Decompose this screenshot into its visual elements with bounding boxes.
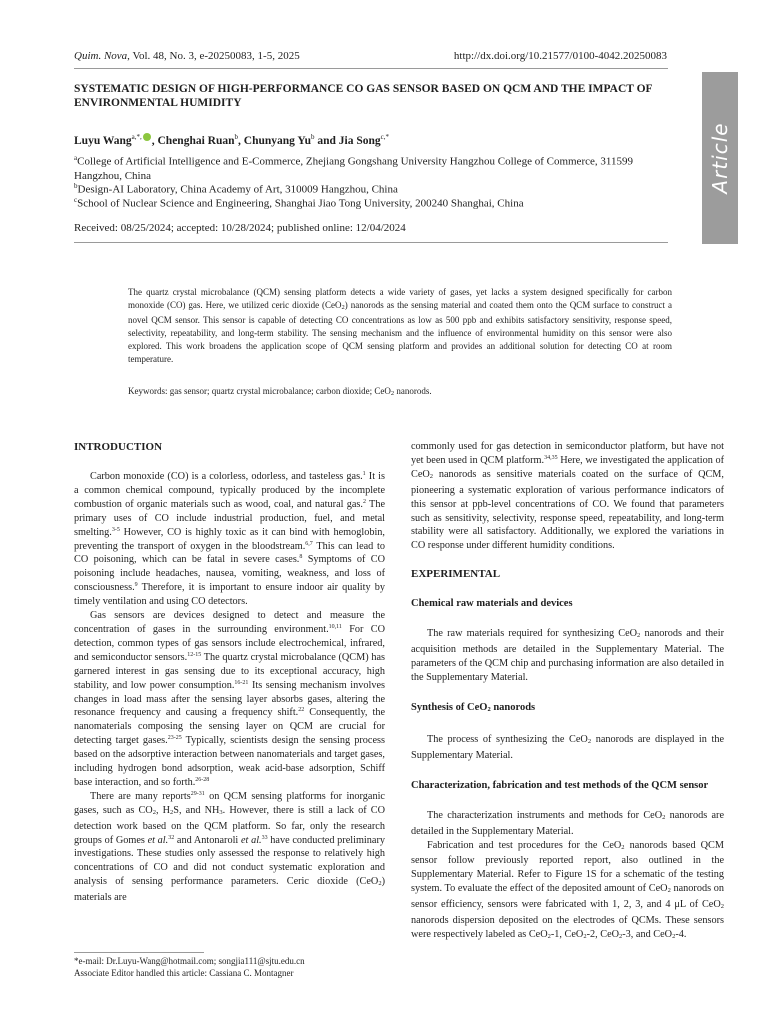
affiliation-a: $^a$College of Artificial Intelligence and E-Commerce, Zhejiang Gongshang University Hangzhou College of Commerce, 311599 Hangzhou, China [74,154,633,182]
affiliation-c: $^c$School of Nuclear Science and Engineering, Shanghai Jiao Tong University, 200240 Shanghai, China [74,196,524,210]
author-name: Jia Song [338,135,381,147]
article-title: SYSTEMATIC DESIGN OF HIGH-PERFORMANCE CO GAS SENSOR BASED ON QCM AND THE IMPACT OF ENVIRONMENTAL HUMIDITY [74,83,653,109]
synthesis-heading: Synthesis of CeO$_2$ nanorods [411,701,536,713]
characterization-heading: Characterization, fabrication and test methods of the QCM sensor [411,779,709,791]
journal-citation [74,50,300,62]
orcid-icon[interactable] [143,133,151,141]
author-name: Luyu Wang [74,135,132,147]
intro-paragraph-3: There are many reports$^{29-31}$ on QCM sensing platforms for inorganic gases, such as $CO_2$, $H_2S$, and $NH_3$. However, there is still a lack of CO detection work based on the QCM platform. So far, only the research groups of Gomes et al.$^{32}$ and Antonaroli et al.$^{33}$ have conducted preliminary investigations. These studies only assessed the response to relatively high concentrations of CO and did not conduct systematic exploration and analysis of sensing performance parameters. Ceric dioxide (CeO$_2$) materials are [74,790,385,904]
author-superscript: a,*, [131,133,142,142]
footnote-editor: Associate Editor handled this article: Cassiana C. Montagner [74,968,294,978]
introduction-heading: INTRODUCTION [74,441,163,453]
raw-materials-heading: Chemical raw materials and devices [411,598,573,610]
raw-materials-paragraph: The raw materials required for synthesizing CeO$_2$ nanorods and their acquisition methods are detailed in the Supplementary Material. The parameters of the QCM chip and purchasing information are also detailed in the Supplementary Material. [411,628,724,683]
footnote [74,955,394,979]
intro-paragraph-1: Carbon monoxide (CO) is a colorless, odorless, and tasteless gas.$^1$ It is a common chemical compound, typically produced by the incomplete combustion of organic materials such as wood, coal, and natural gas.$^2$ The primary uses of CO include industrial production, fuel, and metal smelting.$^{3-5}$ However, CO is highly toxic as it can bind with hemoglobin, preventing the transport of oxygen in the bloodstream.$^{6,7}$ This can lead to CO poisoning, which can be fatal in severe cases.$^8$ Symptoms of CO poisoning include headaches, nausea, vomiting, weakness, and loss of consciousness.$^9$ Therefore, it is important to ensure indoor air quality by timely ventilation and using CO detectors. [74,471,386,608]
author-superscript: b [311,133,315,142]
author-superscript: b [234,133,239,142]
citation-info: , Vol. 48, No. 3, e-20250083, 1-5, 2025 [127,50,300,62]
intro-paragraph-3-continued: commonly used for gas detection in semiconductor platform, but have not yet been used in QCM platform.$^{34,35}$ Here, we investigated the application of CeO$_2$ nanorods as sensitive materials coated on the surface of QCM, pioneering a systematic exploration of various performance indicators of this sensor at ppb-level concentrations of CO. We found that parameters such as sensitivity, selectivity, response speed, repeatability, and long-term stability were all satisfactory. Additionally, we explored the variations in CO response under different humidity conditions. [411,441,725,552]
author-list: Luyu Wang$^{a,*,}$ , Chenghai Ruan$^b$, Chunyang Yu$^b$ and Jia Song$^{c,*}$ [74,133,390,147]
header-divider [74,68,668,69]
footnote-email: *e-mail: Dr.Luyu-Wang@hotmail.com; songjia111@sjtu.edu.cn [74,956,305,966]
synthesis-paragraph: The process of synthesizing the CeO$_2$ nanorods are displayed in the Supplementary Material. [411,733,724,761]
characterization-paragraph-1: The characterization instruments and methods for CeO$_2$ nanorods are detailed in the Supplementary Material. [411,809,724,837]
abstract: The quartz crystal microbalance (QCM) sensing platform detects a wide variety of gases, yet lacks a system designed specifically for carbon monoxide (CO) gas. Here, we utilized ceric dioxide (CeO$_2$) nanorods as the sensing material and coated them onto the QCM surface to construct a novel QCM sensor. This sensor is capable of detecting CO concentrations as low as 500 ppb and exhibits satisfactory sensitivity, response speed, selectivity, repeatability, and long-term stability. The sensing mechanism and the influence of environmental humidity on this sensor were also explored. This work broadens the application scope of QCM sensing platform and provides an additional solution for detecting CO at room temperature. [128,287,672,365]
dates-divider [74,242,668,243]
section-tab-label: Article [708,122,732,194]
characterization-paragraph-2: Fabrication and test procedures for the CeO$_2$ nanorods based QCM sensor follow previously reported report, also outlined in the Supplementary Material. Refer to Figure 1S for a schematic of the testing system. To evaluate the effect of the deposited amount of CeO$_2$ nanorods on sensor efficiency, sensors were fabricated with 1, 2, 3, and 4 μL of CeO$_2$ nanorods dispersion deposited on the electrodes of QCMs. These sensors were respectively labeled as CeO$_2$-1, CeO$_2$-2, CeO$_2$-3, and CeO$_2$-4. [411,839,725,940]
right-column [411,440,724,944]
intro-paragraph-2: Gas sensors are devices designed to detect and measure the concentration of gases in the surrounding environment.$^{10,11}$ For CO detection, common types of gas sensors include electrochemical, infrared, and semiconductor sensors.$^{12-15}$ The quartz crystal microbalance (QCM) has garnered interest in gas sensing due to its exceptional accuracy, high stability, and low power consumption.$^{16-21}$ Its sensing mechanism involves changes in load mass after the sensing layer absorbs gases, altering the resonance frequency and causing a frequency shift.$^{22}$ Consequently, the nanomaterials composing the sensing layer on QCM are crucial for detecting target gases.$^{23-25}$ Typically, scientists design the sensing process based on the adsorptive interaction between nanomaterials and target gases, including hydrogen bond adsorption, weak acid-base adsorption, Schiff base interaction, and so forth.$^{26-28}$ [74,610,385,788]
author-name: Chenghai Ruan [157,135,235,147]
left-column [74,440,385,905]
author-superscript: c,* [380,133,390,142]
publication-dates: Received: 08/25/2024; accepted: 10/28/2024; published online: 12/04/2024 [74,222,406,234]
affiliation-b: $^b$Design-AI Laboratory, China Academy of Art, 310009 Hangzhou, China [74,182,398,196]
footnote-divider [74,952,204,953]
author-name: Chunyang Yu [243,135,311,147]
experimental-heading: EXPERIMENTAL [411,568,501,581]
keywords: Keywords: gas sensor; quartz crystal microbalance; carbon dioxide; CeO$_2$ nanorods. [128,386,432,397]
journal-name: Quim. Nova [74,50,128,62]
section-tab [702,72,738,244]
doi-link[interactable]: http://dx.doi.org/10.21577/0100-4042.20250083 [453,50,667,62]
